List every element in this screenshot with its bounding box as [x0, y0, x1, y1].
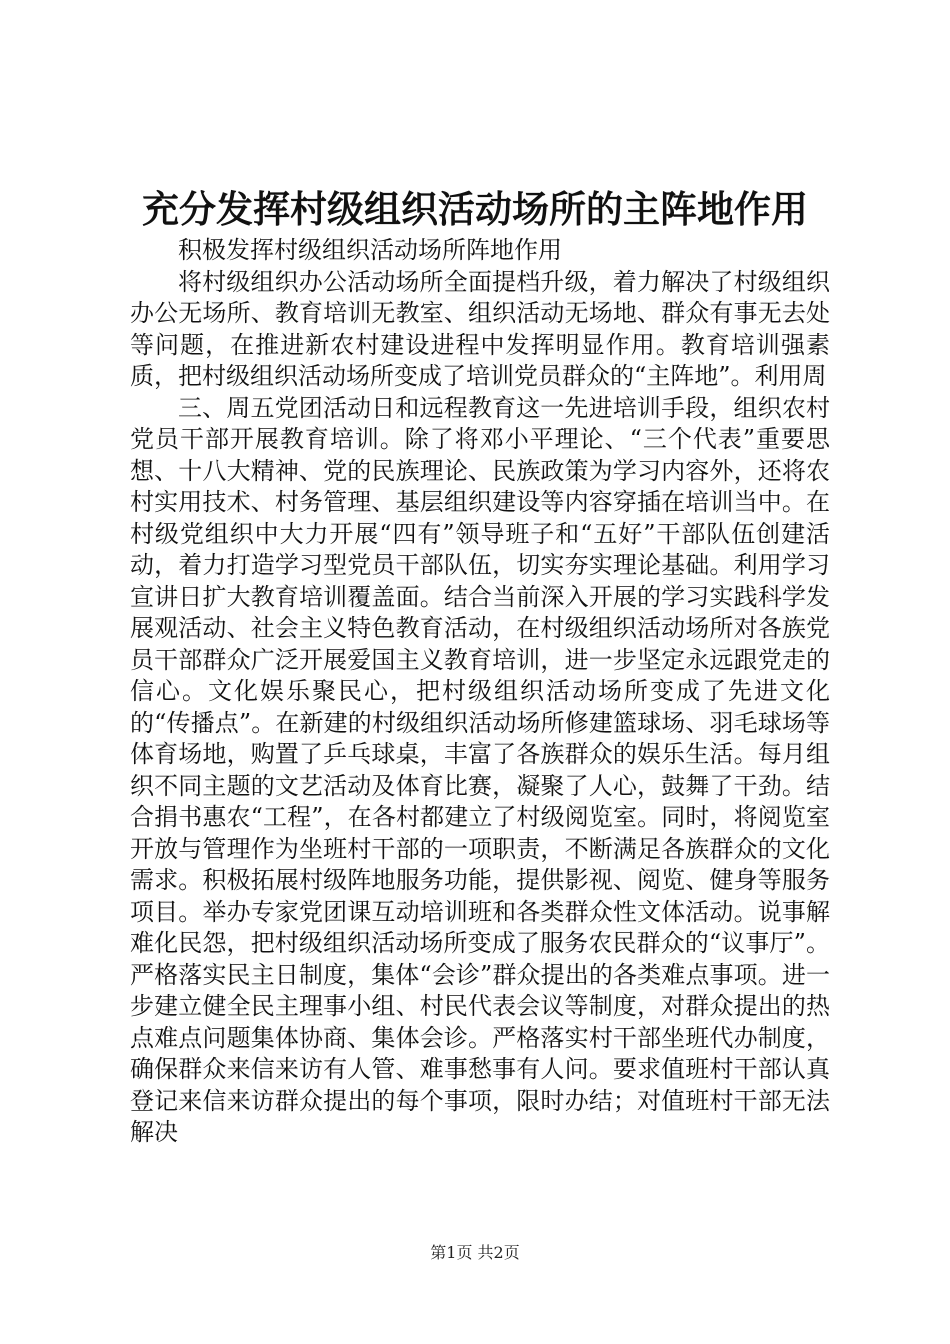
- paragraph-2: 三、周五党团活动日和远程教育这一先进培训手段，组织农村党员干部开展教育培训。除了将邓小平理论、“三个代表”重要思想、十八大精神、党的民族理论、民族政策为学习内容外，还将农村实用技术、村务管理、基层组织建设等内容穿插在培训当中。在村级党组织中大力开展“四有”领导班子和“五好”干部队伍创建活动，着力打造学习型党员干部队伍，切实夯实理论基础。利用学习宣讲日扩大教育培训覆盖面。结合当前深入开展的学习实践科学发展观活动、社会主义特色教育活动，在村级组织活动场所对各族党员干部群众广泛开展爱国主义教育培训，进一步坚定永远跟党走的信心。文化娱乐聚民心，把村级组织活动场所变成了先进文化的“传播点”。在新建的村级组织活动场所修建篮球场、羽毛球场等体育场地，购置了乒乓球桌，丰富了各族群众的娱乐生活。每月组织不同主题的文艺活动及体育比赛，凝聚了人心，鼓舞了干劲。结合捐书惠农“工程”，在各村都建立了村级阅览室。同时，将阅览室开放与管理作为坐班村干部的一项职责，不断满足各族群众的文化需求。积极拓展村级阵地服务功能，提供影视、阅览、健身等服务项目。举办专家党团课互动培训班和各类群众性文体活动。说事解难化民怨，把村级组织活动场所变成了服务农民群众的“议事厅”。严格落实民主日制度，集体“会诊”群众提出的各类难点事项。进一步建立健全民主理事小组、村民代表会议等制度，对群众提出的热点难点问题集体协商、集体会诊。严格落实村干部坐班代办制度，确保群众来信来访有人管、难事愁事有人问。要求值班村干部认真登记来信来访群众提出的每个事项，限时办结；对值班村干部无法解决: [130, 393, 830, 1146]
- document-title: 充分发挥村级组织活动场所的主阵地作用: [142, 187, 808, 231]
- paragraph-subtitle: 积极发挥村级组织活动场所阵地作用: [178, 236, 562, 264]
- page-number-footer: 第1页 共2页: [430, 1243, 520, 1262]
- document-body: [130, 235, 830, 1149]
- paragraph-1: 将村级组织办公活动场所全面提档升级，着力解决了村级组织办公无场所、教育培训无教室、组织活动无场地、群众有事无去处等问题，在推进新农村建设进程中发挥明显作用。教育培训强素质，把村级组织活动场所变成了培训党员群众的“主阵地”。利用周: [130, 267, 830, 390]
